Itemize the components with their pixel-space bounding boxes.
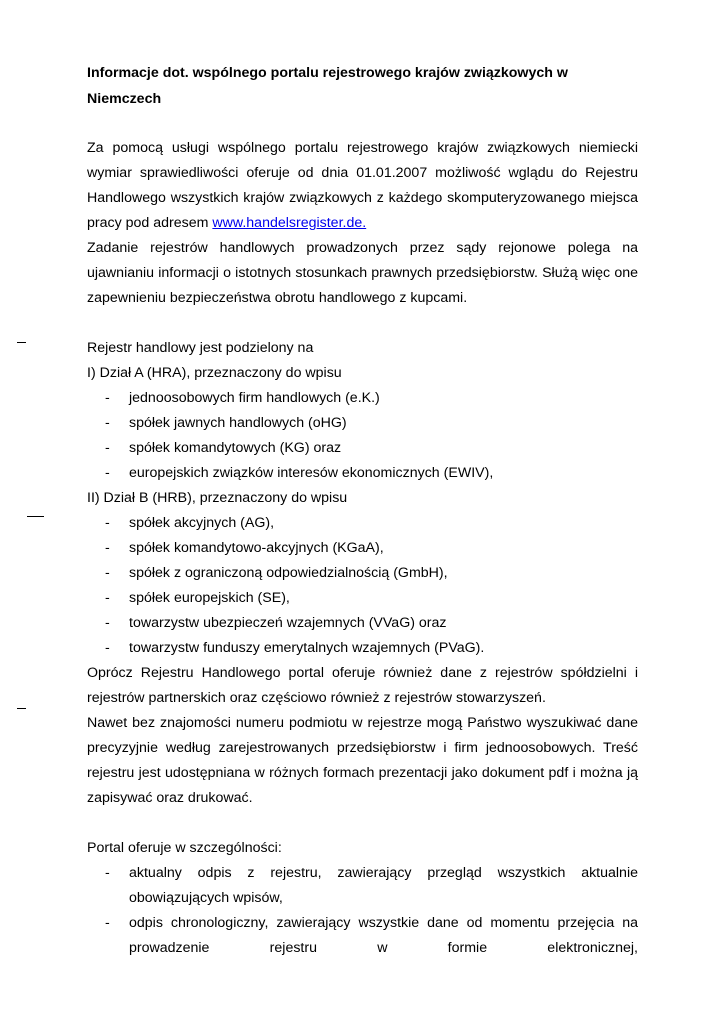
intro-paragraph xyxy=(87,136,638,236)
list-item xyxy=(87,411,638,436)
list-item-text: spółek jawnych handlowych (oHG) xyxy=(129,415,347,431)
list-item-text: towarzystw funduszy emerytalnych wzajemnych (PVaG). xyxy=(129,640,485,656)
margin-mark xyxy=(17,708,26,709)
intro-text: Za pomocą usługi wspólnego portalu rejestrowego krajów związkowych niemiecki wymiar sprawiedliwości oferuje od dnia 01.01.2007 możliwość wglądu do Rejestru Handlowego wszystkich krajów związkowych z każdego skomputeryzowanego miejsca pracy pod adresem xyxy=(87,140,638,231)
list-item xyxy=(87,861,638,911)
section-a-list xyxy=(87,386,638,486)
list-item xyxy=(87,561,638,586)
list-item-text: europejskich związków interesów ekonomicznych (EWIV), xyxy=(129,465,494,481)
dash-bullet: - xyxy=(105,415,110,431)
portal-intro: Portal oferuje w szczególności: xyxy=(87,840,282,856)
list-item-text: spółek komandytowych (KG) oraz xyxy=(129,440,342,456)
list-item xyxy=(87,911,638,961)
register-intro: Rejestr handlowy jest podzielony na xyxy=(87,340,314,356)
list-item xyxy=(87,436,638,461)
portal-offer-list xyxy=(87,861,638,961)
list-item-text: aktualny odpis z rejestru, zawierający przegląd wszystkich aktualnie obowiązujących wpisów, xyxy=(129,865,638,906)
list-item-text: towarzystw ubezpieczeń wzajemnych (VVaG) oraz xyxy=(129,615,447,631)
list-item xyxy=(87,511,638,536)
margin-mark xyxy=(17,342,26,343)
list-item xyxy=(87,461,638,486)
dash-bullet: - xyxy=(105,590,110,606)
dash-bullet: - xyxy=(105,915,110,931)
list-item-text: jednoosobowych firm handlowych (e.K.) xyxy=(129,390,380,406)
document-page xyxy=(87,60,638,961)
list-item-text: odpis chronologiczny, zawierający wszystkie dane od momentu przejęcia na prowadzenie rejestru w formie elektronicznej, xyxy=(129,915,638,956)
other-registers-paragraph: Oprócz Rejestru Handlowego portal oferuje również dane z rejestrów spółdzielni i rejestrów partnerskich oraz częściowo również z rejestrów stowarzyszeń. xyxy=(87,665,638,706)
list-item xyxy=(87,636,638,661)
purpose-paragraph: Zadanie rejestrów handlowych prowadzonych przez sądy rejonowe polega na ujawnianiu informacji o istotnych stosunkach prawnych przedsiębiorstw. Służą więc one zapewnieniu bezpieczeństwa obrotu handlowego z kupcami. xyxy=(87,240,638,306)
list-item-text: spółek europejskich (SE), xyxy=(129,590,290,606)
section-a-heading: I) Dział A (HRA), przeznaczony do wpisu xyxy=(87,365,342,381)
dash-bullet: - xyxy=(105,515,110,531)
list-item xyxy=(87,536,638,561)
dash-bullet: - xyxy=(105,440,110,456)
dash-bullet: - xyxy=(105,615,110,631)
document-title-continued: Niemczech xyxy=(87,91,162,107)
section-b-list xyxy=(87,511,638,661)
handelsregister-link[interactable]: www.handelsregister.de. xyxy=(212,215,367,231)
dash-bullet: - xyxy=(105,390,110,406)
list-item xyxy=(87,611,638,636)
list-item xyxy=(87,386,638,411)
dash-bullet: - xyxy=(105,540,110,556)
list-item-text: spółek komandytowo-akcyjnych (KGaA), xyxy=(129,540,384,556)
list-item-text: spółek akcyjnych (AG), xyxy=(129,515,275,531)
section-b-heading: II) Dział B (HRB), przeznaczony do wpisu xyxy=(87,490,348,506)
list-item-text: spółek z ograniczoną odpowiedzialnością (GmbH), xyxy=(129,565,448,581)
document-title: Informacje dot. wspólnego portalu rejestrowego krajów związkowych w xyxy=(87,65,568,81)
margin-mark xyxy=(27,516,44,517)
search-paragraph: Nawet bez znajomości numeru podmiotu w rejestrze mogą Państwo wyszukiwać dane precyzyjnie według zarejestrowanych przedsiębiorstw i firm jednoosobowych. Treść rejestru jest udostępniana w różnych formach prezentacji jako dokument pdf i można ją zapisywać oraz drukować. xyxy=(87,715,638,806)
dash-bullet: - xyxy=(105,565,110,581)
dash-bullet: - xyxy=(105,640,110,656)
dash-bullet: - xyxy=(105,465,110,481)
dash-bullet: - xyxy=(105,865,110,881)
list-item xyxy=(87,586,638,611)
